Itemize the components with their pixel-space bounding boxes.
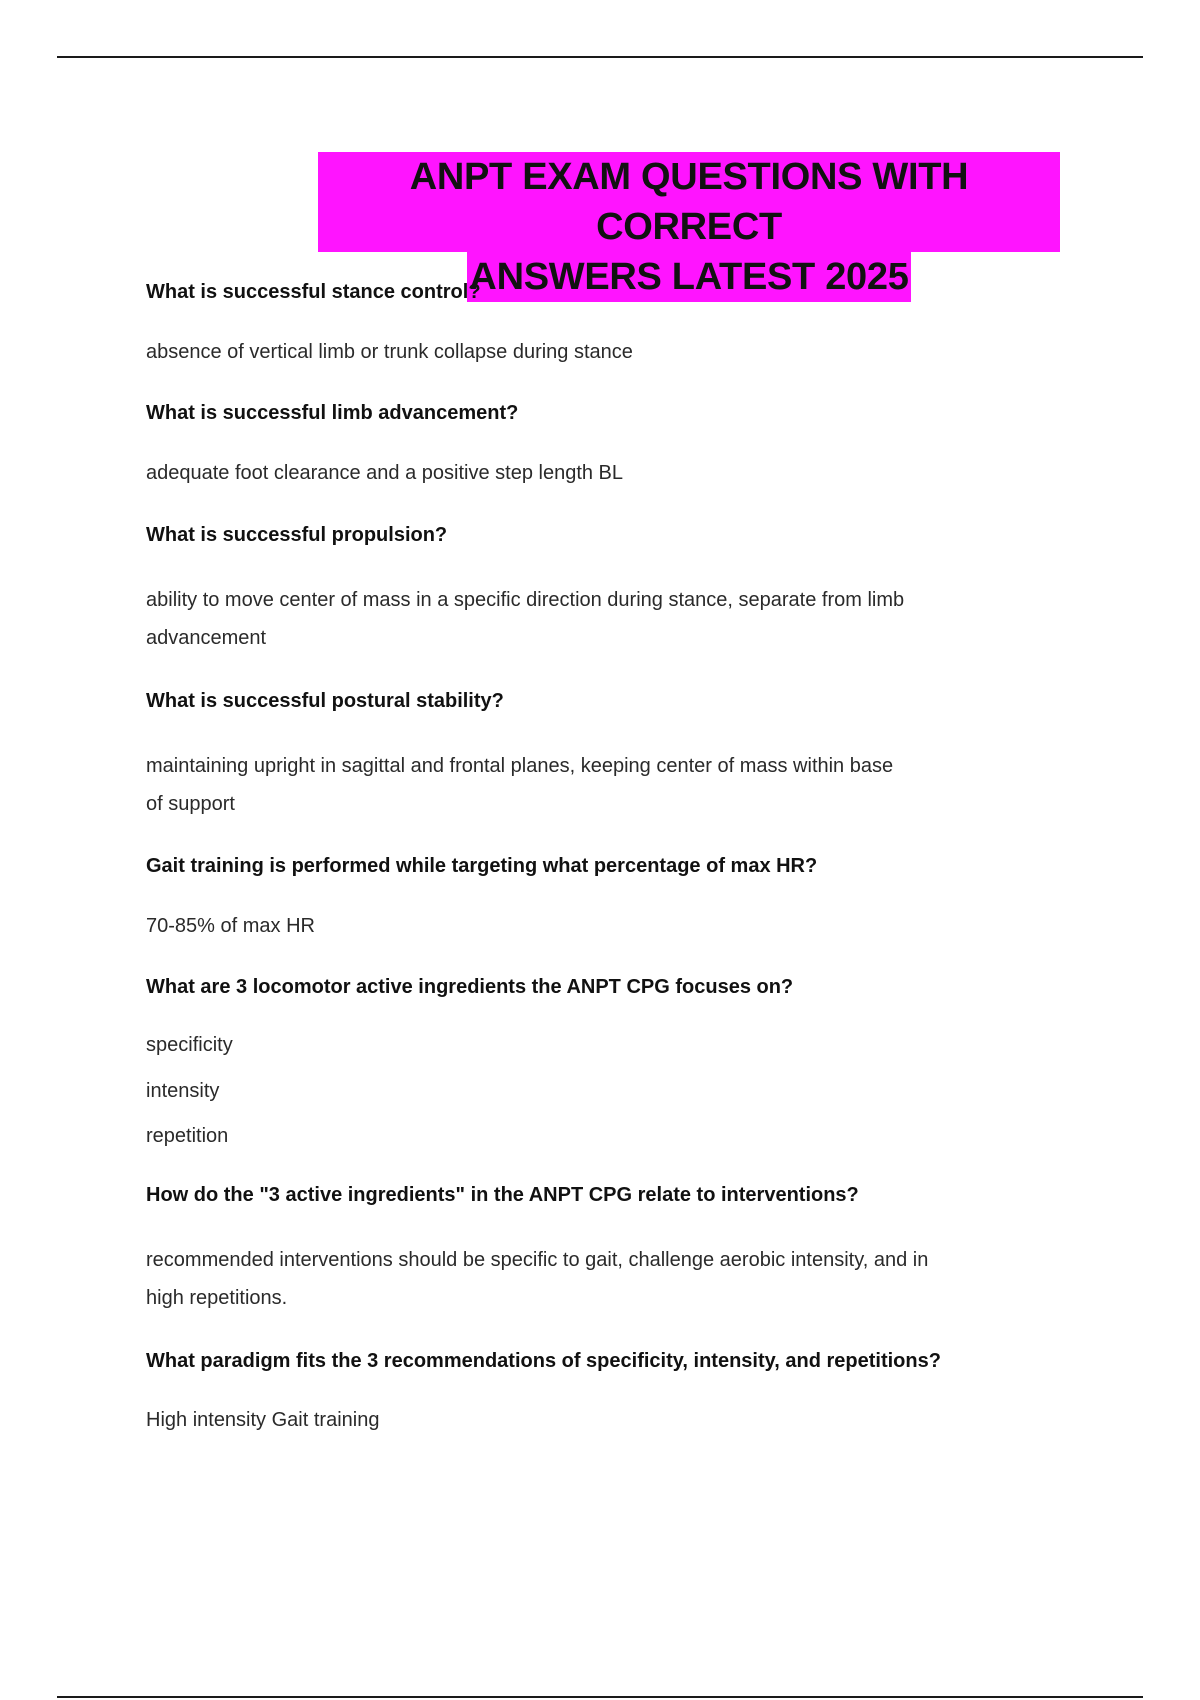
answer-4-line-1: maintaining upright in sagittal and frontal planes, keeping center of mass within base xyxy=(146,755,894,777)
answer-6-line-3: repetition xyxy=(146,1125,229,1147)
question-6: What are 3 locomotor active ingredients the ANPT CPG focuses on? xyxy=(146,976,794,998)
question-1: What is successful stance control? xyxy=(146,281,481,303)
question-7: How do the "3 active ingredients" in the ANPT CPG relate to interventions? xyxy=(146,1184,859,1206)
answer-7-line-2: high repetitions. xyxy=(146,1287,288,1309)
bottom-rule xyxy=(57,1696,1143,1698)
question-2: What is successful limb advancement? xyxy=(146,402,519,424)
answer-4-line-2: of support xyxy=(146,793,235,815)
title-line-2: ANSWERS LATEST 2025 xyxy=(467,252,910,302)
answer-6-line-1: specificity xyxy=(146,1034,233,1056)
answer-5-line-1: 70-85% of max HR xyxy=(146,915,315,937)
answer-3-line-2: advancement xyxy=(146,627,267,649)
question-3: What is successful propulsion? xyxy=(146,524,448,546)
title-line-1: ANPT EXAM QUESTIONS WITH CORRECT xyxy=(318,152,1060,252)
answer-2-line-1: adequate foot clearance and a positive step length BL xyxy=(146,462,624,484)
top-rule xyxy=(57,56,1143,58)
question-8: What paradigm fits the 3 recommendations of specificity, intensity, and repetitions? xyxy=(146,1350,941,1372)
answer-1-line-1: absence of vertical limb or trunk collapse during stance xyxy=(146,341,633,363)
question-4: What is successful postural stability? xyxy=(146,690,504,712)
question-5: Gait training is performed while targeting what percentage of max HR? xyxy=(146,855,818,877)
answer-7-line-1: recommended interventions should be specific to gait, challenge aerobic intensity, and in xyxy=(146,1249,929,1271)
answer-3-line-1: ability to move center of mass in a specific direction during stance, separate from limb xyxy=(146,589,905,611)
answer-6-line-2: intensity xyxy=(146,1080,220,1102)
answer-8-line-1: High intensity Gait training xyxy=(146,1409,380,1431)
